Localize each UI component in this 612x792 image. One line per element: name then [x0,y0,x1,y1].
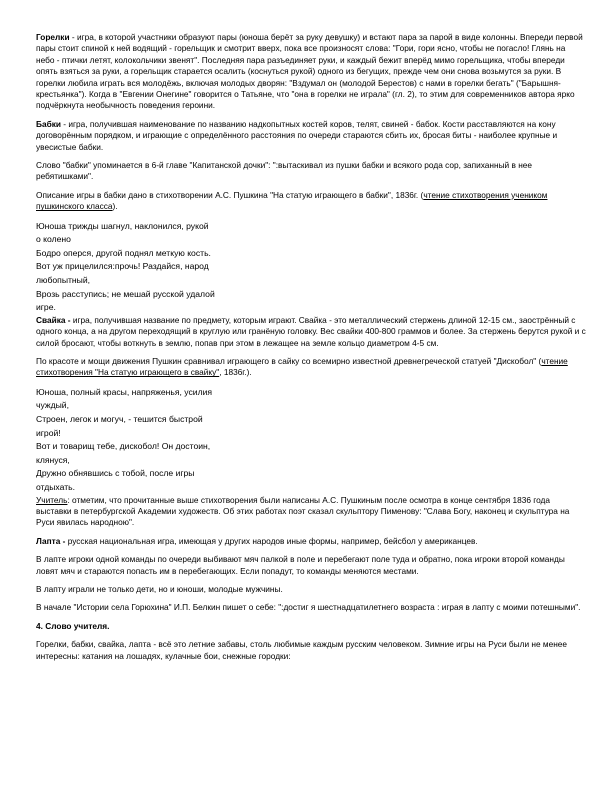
poem-line: Бодро оперся, другой поднял меткую кость. [36,247,211,258]
poem-svaika [36,386,586,495]
paragraph-lapta-rules: В лапте игроки одной команды по очереди выбивают мяч палкой в поле и перебегают поле туда и обратно, пока игроки второй команды ловят мяч и стараются попасть им в перебегающих. Если попадут, то команды меняются местами. [36,554,565,576]
section-heading: 4. Слово учителя. [36,620,110,631]
paragraph-lapta-players: В лапту играли не только дети, но и юноши, молодые мужчины. [36,584,283,595]
paragraph-text: , 1836г.). [219,367,252,378]
poem-line: чуждый, [36,400,69,411]
paragraph-text: - игра, в которой участники образуют пары (юноша берёт за руку девушку) и встают пара за парой в виде колонны. Впереди первой пары стоит спиной к ней водящий - горельщик и смотрит вверх, пока все произносят слова: "Гори, гори ясно, чтобы не погасло! Глянь на небо - птички летят, колокольчики звенят". Последняя пара разъединяет руки, и каждый бежит вперёд мимо горельщика, чтобы впереди опять взяться за руки, а горельщик старается осалить (коснуться рукой) одного из бегущих, прежде чем они снова возьмутся за руки. В горелки любила играть вся молодёжь, включая молодых дворян: "Вздумал он (молодой Берестов) с нами в горелки бегать" ("Барышня-крестьянка"). Когда в "Евгении Онегине" говорится о Татьяне, что "она в горелки не играла" (гл. 2), то этим для современников автора ярко подчёркнута необычность поведения героини. [36,32,583,111]
poem-line: Вот уж прицелился:прочь! Раздайся, народ [36,261,209,272]
paragraph-babki-quote: Слово "бабки" упоминается в 6-й главе "Капитанской дочки": ":вытаскивал из пушки бабки и всякого рода сор, запиханный в нее ребятишками". [36,160,533,182]
term-svaika: Свайка - [36,314,71,325]
term-gorelki: Горелки [36,32,70,42]
paragraph-teacher-note [36,495,586,529]
document-page [36,32,586,662]
term-babki: Бабки [36,118,61,129]
poem-line: Юноша трижды шагнул, наклонился, рукой [36,220,209,231]
term-lapta: Лапта - [36,535,66,546]
paragraph-text: ). [112,201,118,212]
paragraph-discobol [36,356,586,379]
term-teacher: Учитель [36,494,68,505]
paragraph-text: - игра, получившая наименование по названию надкопытных костей коров, телят, свиней - бабок. Кости расставляются на кону договорённым порядком, и играющие с определённого расстояния по очереди стараются сбить их, бросая биты - наиболее крупные и увесистые бабки. [36,118,558,152]
paragraph-svaika [36,315,586,349]
poem-line: Юноша, полный красы, напряженья, усилия [36,386,213,397]
poem-reading-link-babki[interactable]: чтение стихотворения учеником пушкинского класса [36,189,548,212]
paragraph-babki-poem-intro [36,190,586,213]
poem-babki [36,220,586,315]
paragraph-text: : отметим, что прочитанные выше стихотворения были написаны А.С. Пушкиным после осмотра в конце сентября 1836 года выставки в петербургской Академии художеств. Об этих работах поэт сказал скульптору Пименову: "Слава Богу, наконец и скульптура на Руси явилась народною". [36,494,570,528]
paragraph-babki [36,119,586,153]
poem-line: Строен, легок и могуч, - тешится быстрой [36,414,203,425]
paragraph-text: игра, получившая название по предмету, которым играют. Свайка - это металлический стержень длиной 12-15 см., заострённый с одного конца, а на другом переходящий в круглую или гранёную головку. Вес свайки 400-800 граммов и более. За стержень берутся рукой и с силой бросают, чтобы воткнуть в землю, попав при этом в лежащее на земле кольцо диаметром 4-5 см. [36,314,586,348]
paragraph-text: русская национальная игра, имеющая у других народов иные формы, например, бейсбол у американцев. [65,535,478,546]
paragraph-goryukhino: В начале "Истории села Горюхина" И.П. Белкин пишет о себе: ":достиг я шестнадцатилетнего возраста : играя в лапту с моими потешными". [36,602,581,613]
poem-line: любопытный, [36,275,91,286]
paragraph-gorelki [36,32,586,112]
poem-line: Дружно обнявшись с тобой, после игры [36,468,195,479]
poem-line: Вот и товарищ тебе, дискобол! Он достоин, [36,441,211,452]
paragraph-summary: Горелки, бабки, свайка, лапта - всё это летние забавы, столь любимые каждым русским человеком. Зимние игры на Руси были не менее интересны: катания на лошадях, кулачные бои, снежные городки: [36,639,568,661]
poem-line: о колено [36,234,71,245]
poem-line: клянуся, [36,454,70,465]
poem-line: Врозь расступись; не мешай русской удалой [36,288,215,299]
paragraph-text: Описание игры в бабки дано в стихотворении А.С. Пушкина "На статую играющего в бабки", 1836г. ( [36,189,424,200]
poem-line: отдыхать. [36,482,76,493]
poem-line: игре. [36,302,56,313]
paragraph-lapta [36,536,586,547]
poem-reading-link-svaika[interactable]: чтение стихотворения "На статую играющего в свайку" [36,356,568,378]
paragraph-text: По красоте и мощи движения Пушкин сравнивал играющего в сайку со всемирно известной древнегреческой статуей "Дискобол" ( [36,356,542,367]
poem-line: игрой! [36,427,61,438]
